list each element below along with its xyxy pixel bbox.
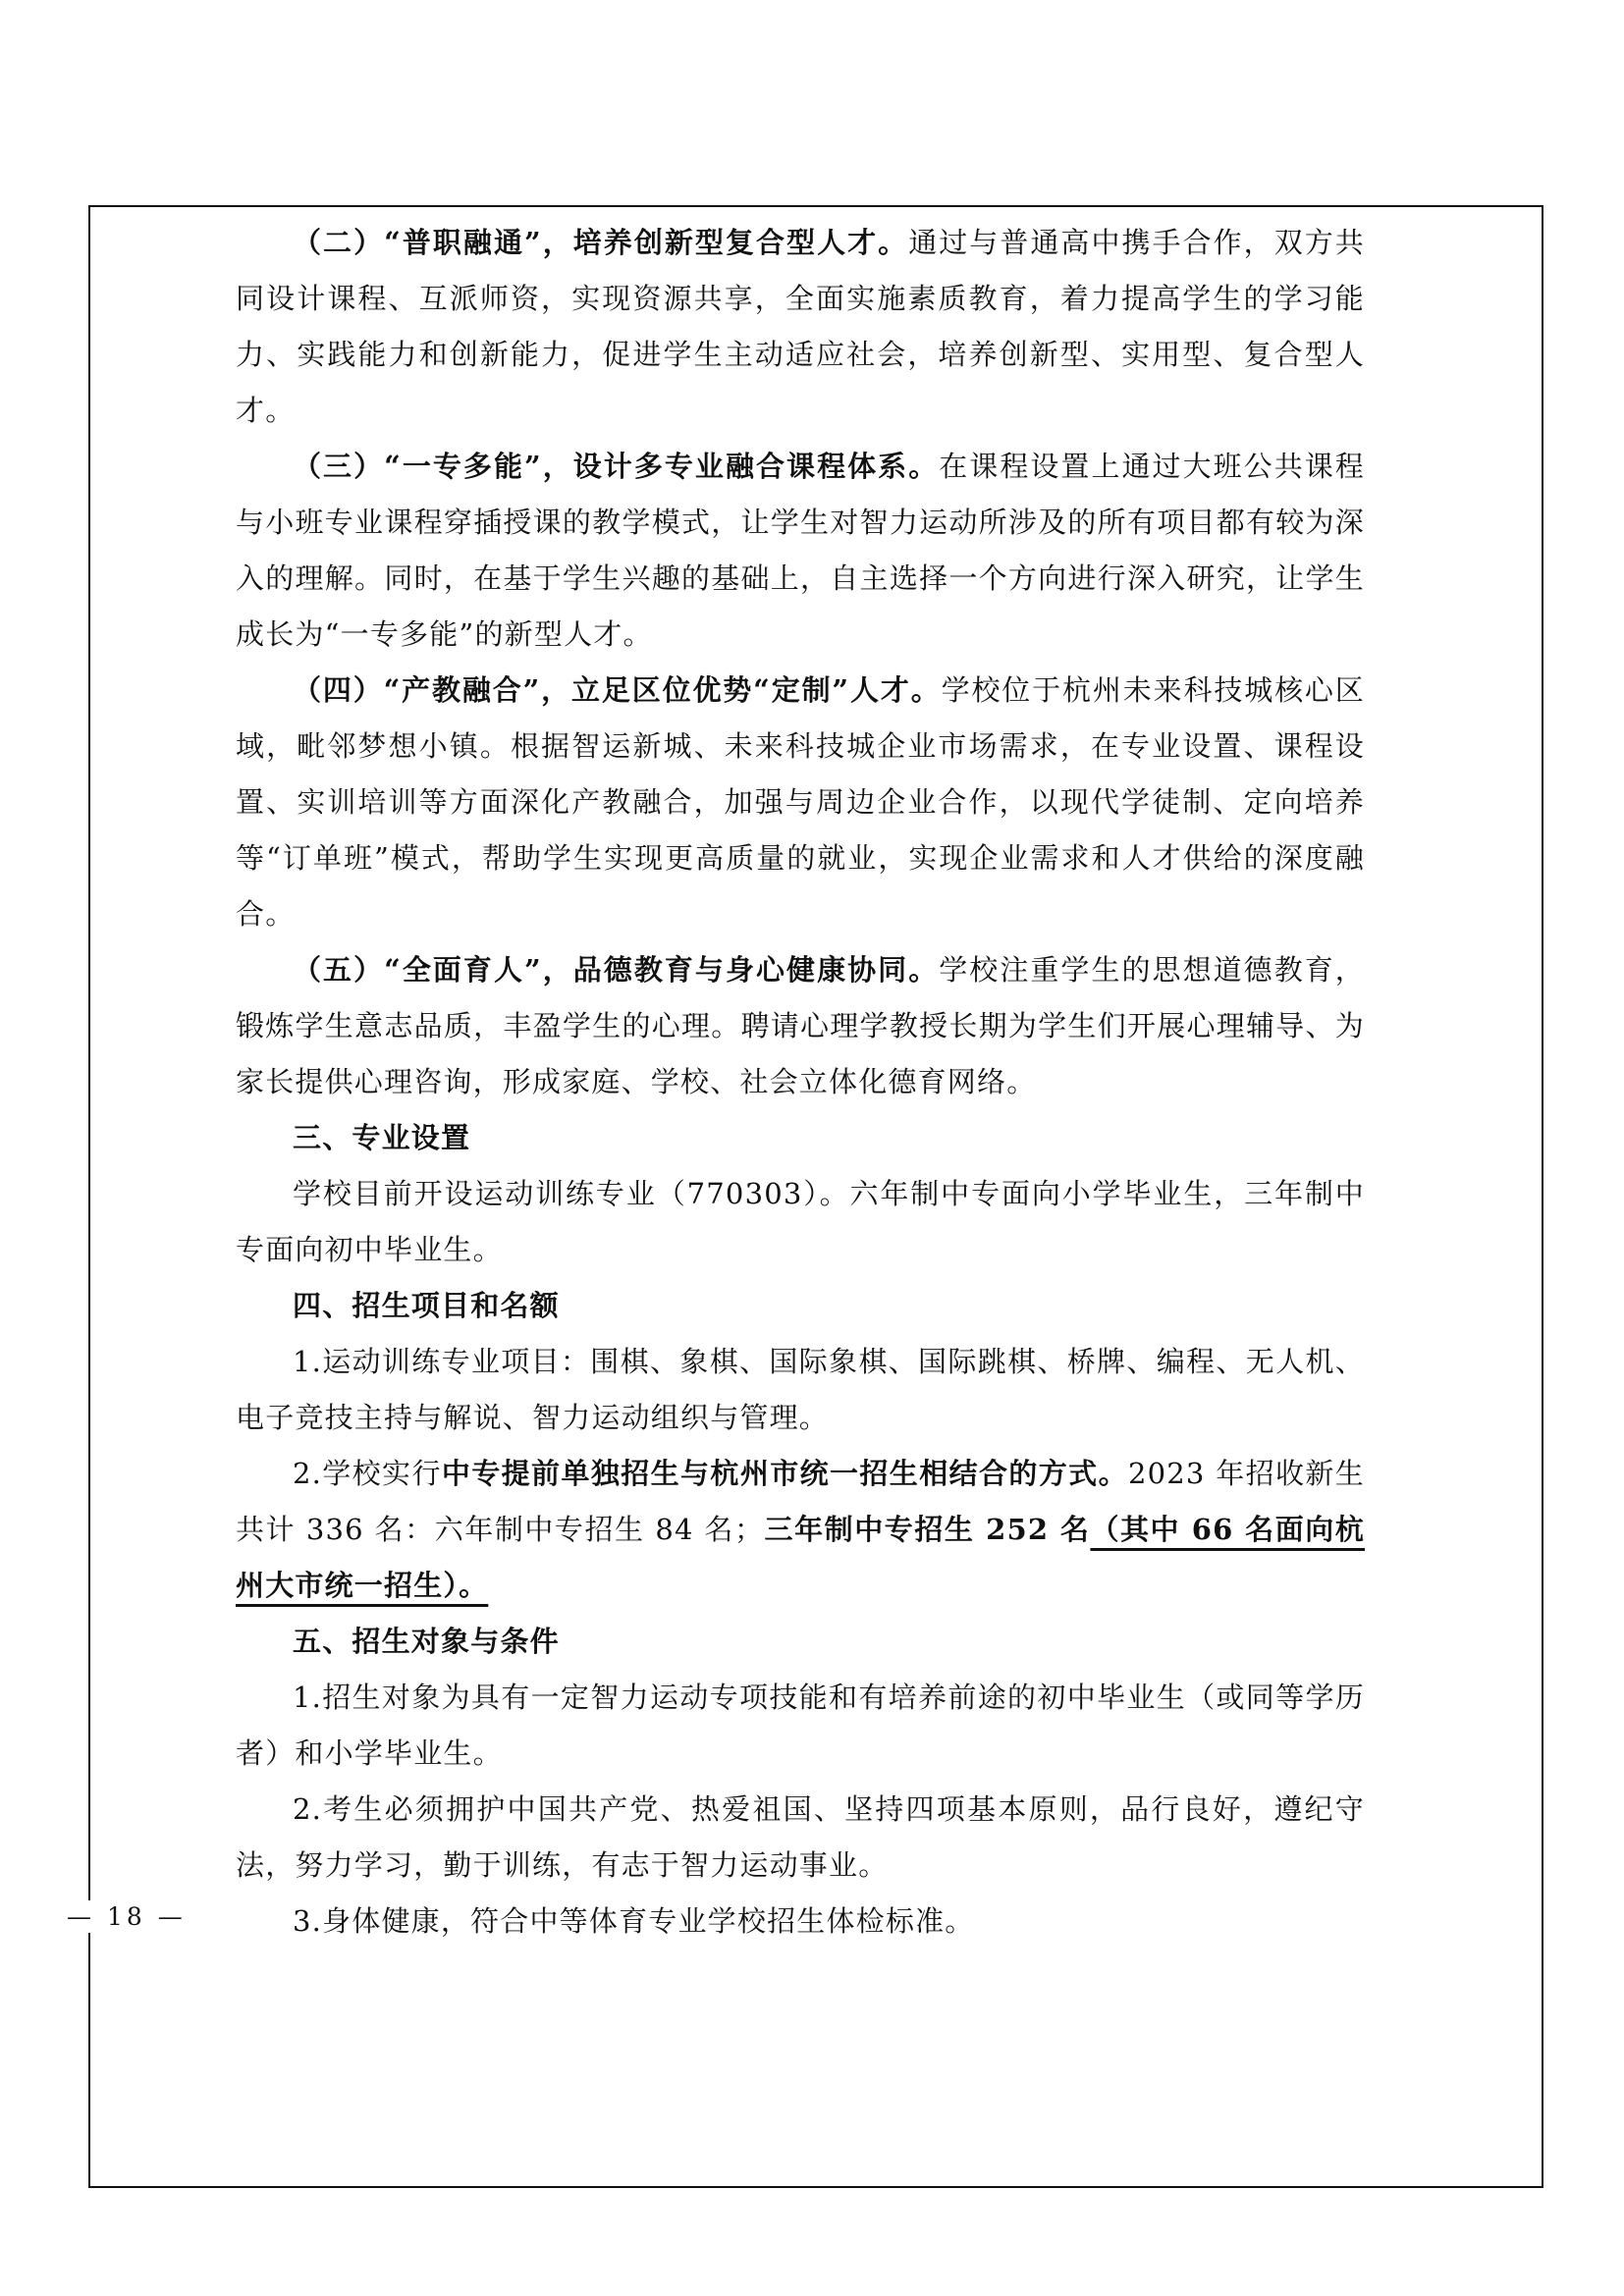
text-run: 1.招生对象为具有一定智力运动专项技能和有培养前途的初中毕业生（或同等学历者）和小学毕业生。: [236, 1681, 1365, 1770]
text-run: （二）“普职融通”，培养创新型复合型人才。: [293, 226, 909, 259]
text-run: 2.学校实行: [293, 1457, 442, 1490]
text-run: 四、招生项目和名额: [293, 1289, 560, 1322]
paragraph: [236, 942, 1365, 1110]
text-run: （四）“产教融合”，立足区位优势“定制”人才。: [293, 673, 942, 707]
page-number: — 18 —: [59, 1900, 194, 1933]
text-run: 三、专业设置: [293, 1121, 471, 1154]
text-run: 2.考生必须拥护中国共产党、热爱祖国、坚持四项基本原则，品行良好，遵纪守法，努力学习，勤于训练，有志于智力运动事业。: [236, 1792, 1365, 1882]
text-run: 2023 年招收新生共计 336 名：六年制中专招生 84 名；: [236, 1457, 1365, 1546]
document-content: [236, 215, 1365, 1949]
text-run: 五、招生对象与条件: [293, 1625, 560, 1658]
paragraph: [236, 439, 1365, 663]
text-run: （三）“一专多能”，设计多专业融合课程体系。: [293, 450, 940, 483]
paragraph: [236, 1334, 1365, 1446]
paragraph: [236, 1166, 1365, 1278]
section-heading: [236, 1614, 1365, 1670]
text-run: 1.运动训练专业项目：围棋、象棋、国际象棋、国际跳棋、桥牌、编程、无人机、电子竞技主持与解说、智力运动组织与管理。: [236, 1345, 1365, 1434]
text-run: 在课程设置上通过大班公共课程与小班专业课程穿插授课的教学模式，让学生对智力运动所涉及的所有项目都有较为深入的理解。同时，在基于学生兴趣的基础上，自主选择一个方向进行深入研究，让学生成长为“一专多能”的新型人才。: [236, 450, 1365, 651]
page-border: [88, 205, 1543, 2188]
text-run: 通过与普通高中携手合作，双方共同设计课程、互派师资，实现资源共享，全面实施素质教育，着力提高学生的学习能力、实践能力和创新能力，促进学生主动适应社会，培养创新型、实用型、复合型人才。: [236, 226, 1365, 427]
paragraph: [236, 663, 1365, 942]
text-run: （五）“全面育人”，品德教育与身心健康协同。: [293, 953, 940, 987]
text-run: 3.身体健康，符合中等体育专业学校招生体检标准。: [293, 1904, 975, 1938]
text-run: 学校位于杭州未来科技城核心区域，毗邻梦想小镇。根据智运新城、未来科技城企业市场需求，在专业设置、课程设置、实训培训等方面深化产教融合，加强与周边企业合作，以现代学徒制、定向培养等“订单班”模式，帮助学生实现更高质量的就业，实现企业需求和人才供给的深度融合。: [236, 673, 1365, 931]
text-run: 三年制中专招生 252 名: [764, 1513, 1091, 1546]
section-heading: [236, 1110, 1365, 1166]
text-run: 学校注重学生的思想道德教育，锻炼学生意志品质，丰盈学生的心理。聘请心理学教授长期为学生们开展心理辅导、为家长提供心理咨询，形成家庭、学校、社会立体化德育网络。: [236, 953, 1365, 1098]
paragraph: [236, 215, 1365, 439]
paragraph: [236, 1782, 1365, 1894]
paragraph: [236, 1894, 1365, 1949]
paragraph: [236, 1446, 1365, 1614]
text-run: 学校目前开设运动训练专业（770303）。六年制中专面向小学毕业生，三年制中专面向初中毕业生。: [236, 1177, 1365, 1266]
section-heading: [236, 1278, 1365, 1334]
text-run: 中专提前单独招生与杭州市统一招生相结合的方式。: [441, 1457, 1128, 1490]
text-run: （其中 66 名面向杭州大市统一招生）。: [236, 1513, 1366, 1602]
paragraph: [236, 1670, 1365, 1782]
